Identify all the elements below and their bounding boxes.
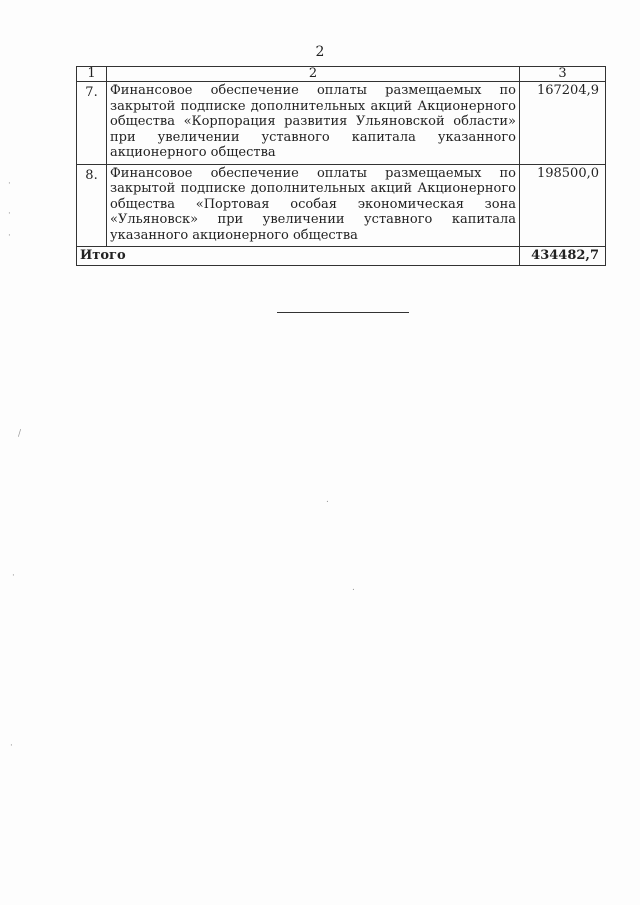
scan-speck: · — [8, 209, 11, 219]
scan-speck: . — [326, 495, 329, 505]
scan-speck: · — [12, 571, 15, 581]
header-col-2: 2 — [107, 67, 520, 82]
row-number: 7. — [77, 82, 107, 165]
end-divider — [277, 312, 409, 313]
header-col-1: 1 — [77, 67, 107, 82]
row-number: 8. — [77, 164, 107, 247]
scan-speck: · — [8, 231, 11, 241]
row-description: Финансовое обеспечение оплаты размещаемых по закрытой подписке дополнительных акций Акционерного общества «Корпорация развития Ульяновской области» при увеличении уставного капитала указанного акционерного общества — [107, 82, 520, 165]
header-col-3: 3 — [520, 67, 606, 82]
total-label: Итого — [77, 247, 520, 266]
scan-speck: · — [10, 741, 13, 751]
row-description: Финансовое обеспечение оплаты размещаемых по закрытой подписке дополнительных акций Акционерного общества «Портовая особая экономическая зона «Ульяновск» при увеличении уставного капитала указанного акционерного общества — [107, 164, 520, 247]
header-row — [77, 67, 606, 82]
table-row — [77, 82, 606, 165]
scan-speck: . — [352, 583, 355, 593]
table-header — [77, 67, 606, 82]
row-value: 198500,0 — [520, 164, 606, 247]
total-value: 434482,7 — [520, 247, 606, 266]
row-value: 167204,9 — [520, 82, 606, 165]
total-row — [77, 247, 606, 266]
scan-speck: / — [18, 429, 22, 439]
scan-speck: · — [8, 179, 11, 189]
budget-table — [76, 66, 606, 266]
table-row — [77, 164, 606, 247]
page-number: 2 — [315, 44, 325, 60]
